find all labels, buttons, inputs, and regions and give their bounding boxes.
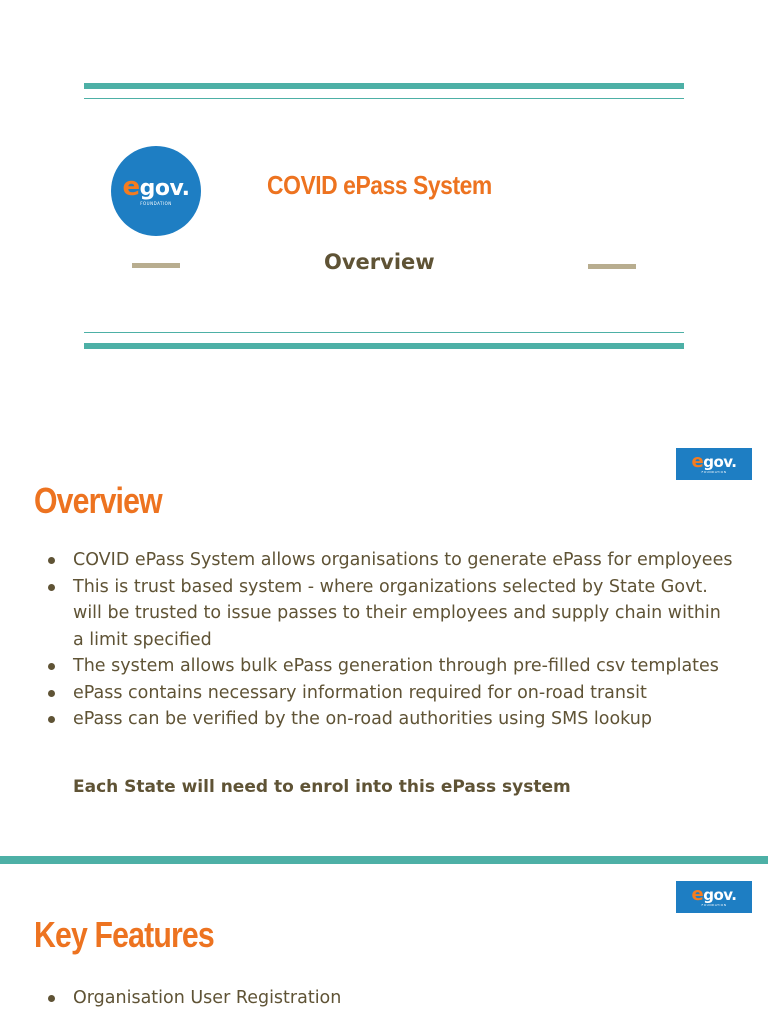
top-rule-thin [84,98,684,99]
list-item: ePass contains necessary information required for on-road transit [34,680,734,707]
bottom-rule-thin [84,332,684,333]
list-item: Organisation User Registration [34,985,734,1012]
top-rule-thick [84,83,684,89]
logo-word-gov: gov. [703,453,737,471]
section-heading: Overview [34,480,162,521]
logo-word-gov: gov. [139,176,190,201]
logo-subtext: FOUNDATION [701,903,727,907]
logo-word-gov: gov. [703,886,737,904]
list-item: ePass can be verified by the on-road authorities using SMS lookup [34,706,734,733]
logo-subtext: FOUNDATION [140,201,172,206]
list-item: This is trust based system - where organizations selected by State Govt. will be trusted to issue passes to their employees and supply chain within a limit specified [34,574,734,654]
slide-title: COVID ePass System [267,170,492,200]
logo-letter-e: e [122,172,140,202]
enrol-note: Each State will need to enrol into this ePass system [73,777,571,797]
bottom-rule-thick [84,343,684,349]
logo-letter-e: e [691,451,704,472]
slide-separator [0,856,768,864]
left-dash [132,263,180,268]
list-item: The system allows bulk ePass generation through pre-filled csv templates [34,653,734,680]
logo-letter-e: e [691,884,704,905]
egov-logo [111,146,201,236]
section-heading: Key Features [34,914,214,955]
list-item: COVID ePass System allows organisations to generate ePass for employees [34,547,734,574]
slide-subtitle: Overview [324,250,435,274]
egov-badge [676,448,752,480]
bullet-list [34,547,734,733]
bullet-list [34,985,734,1012]
right-dash [588,264,636,269]
logo-subtext: FOUNDATION [701,470,727,474]
egov-badge [676,881,752,913]
